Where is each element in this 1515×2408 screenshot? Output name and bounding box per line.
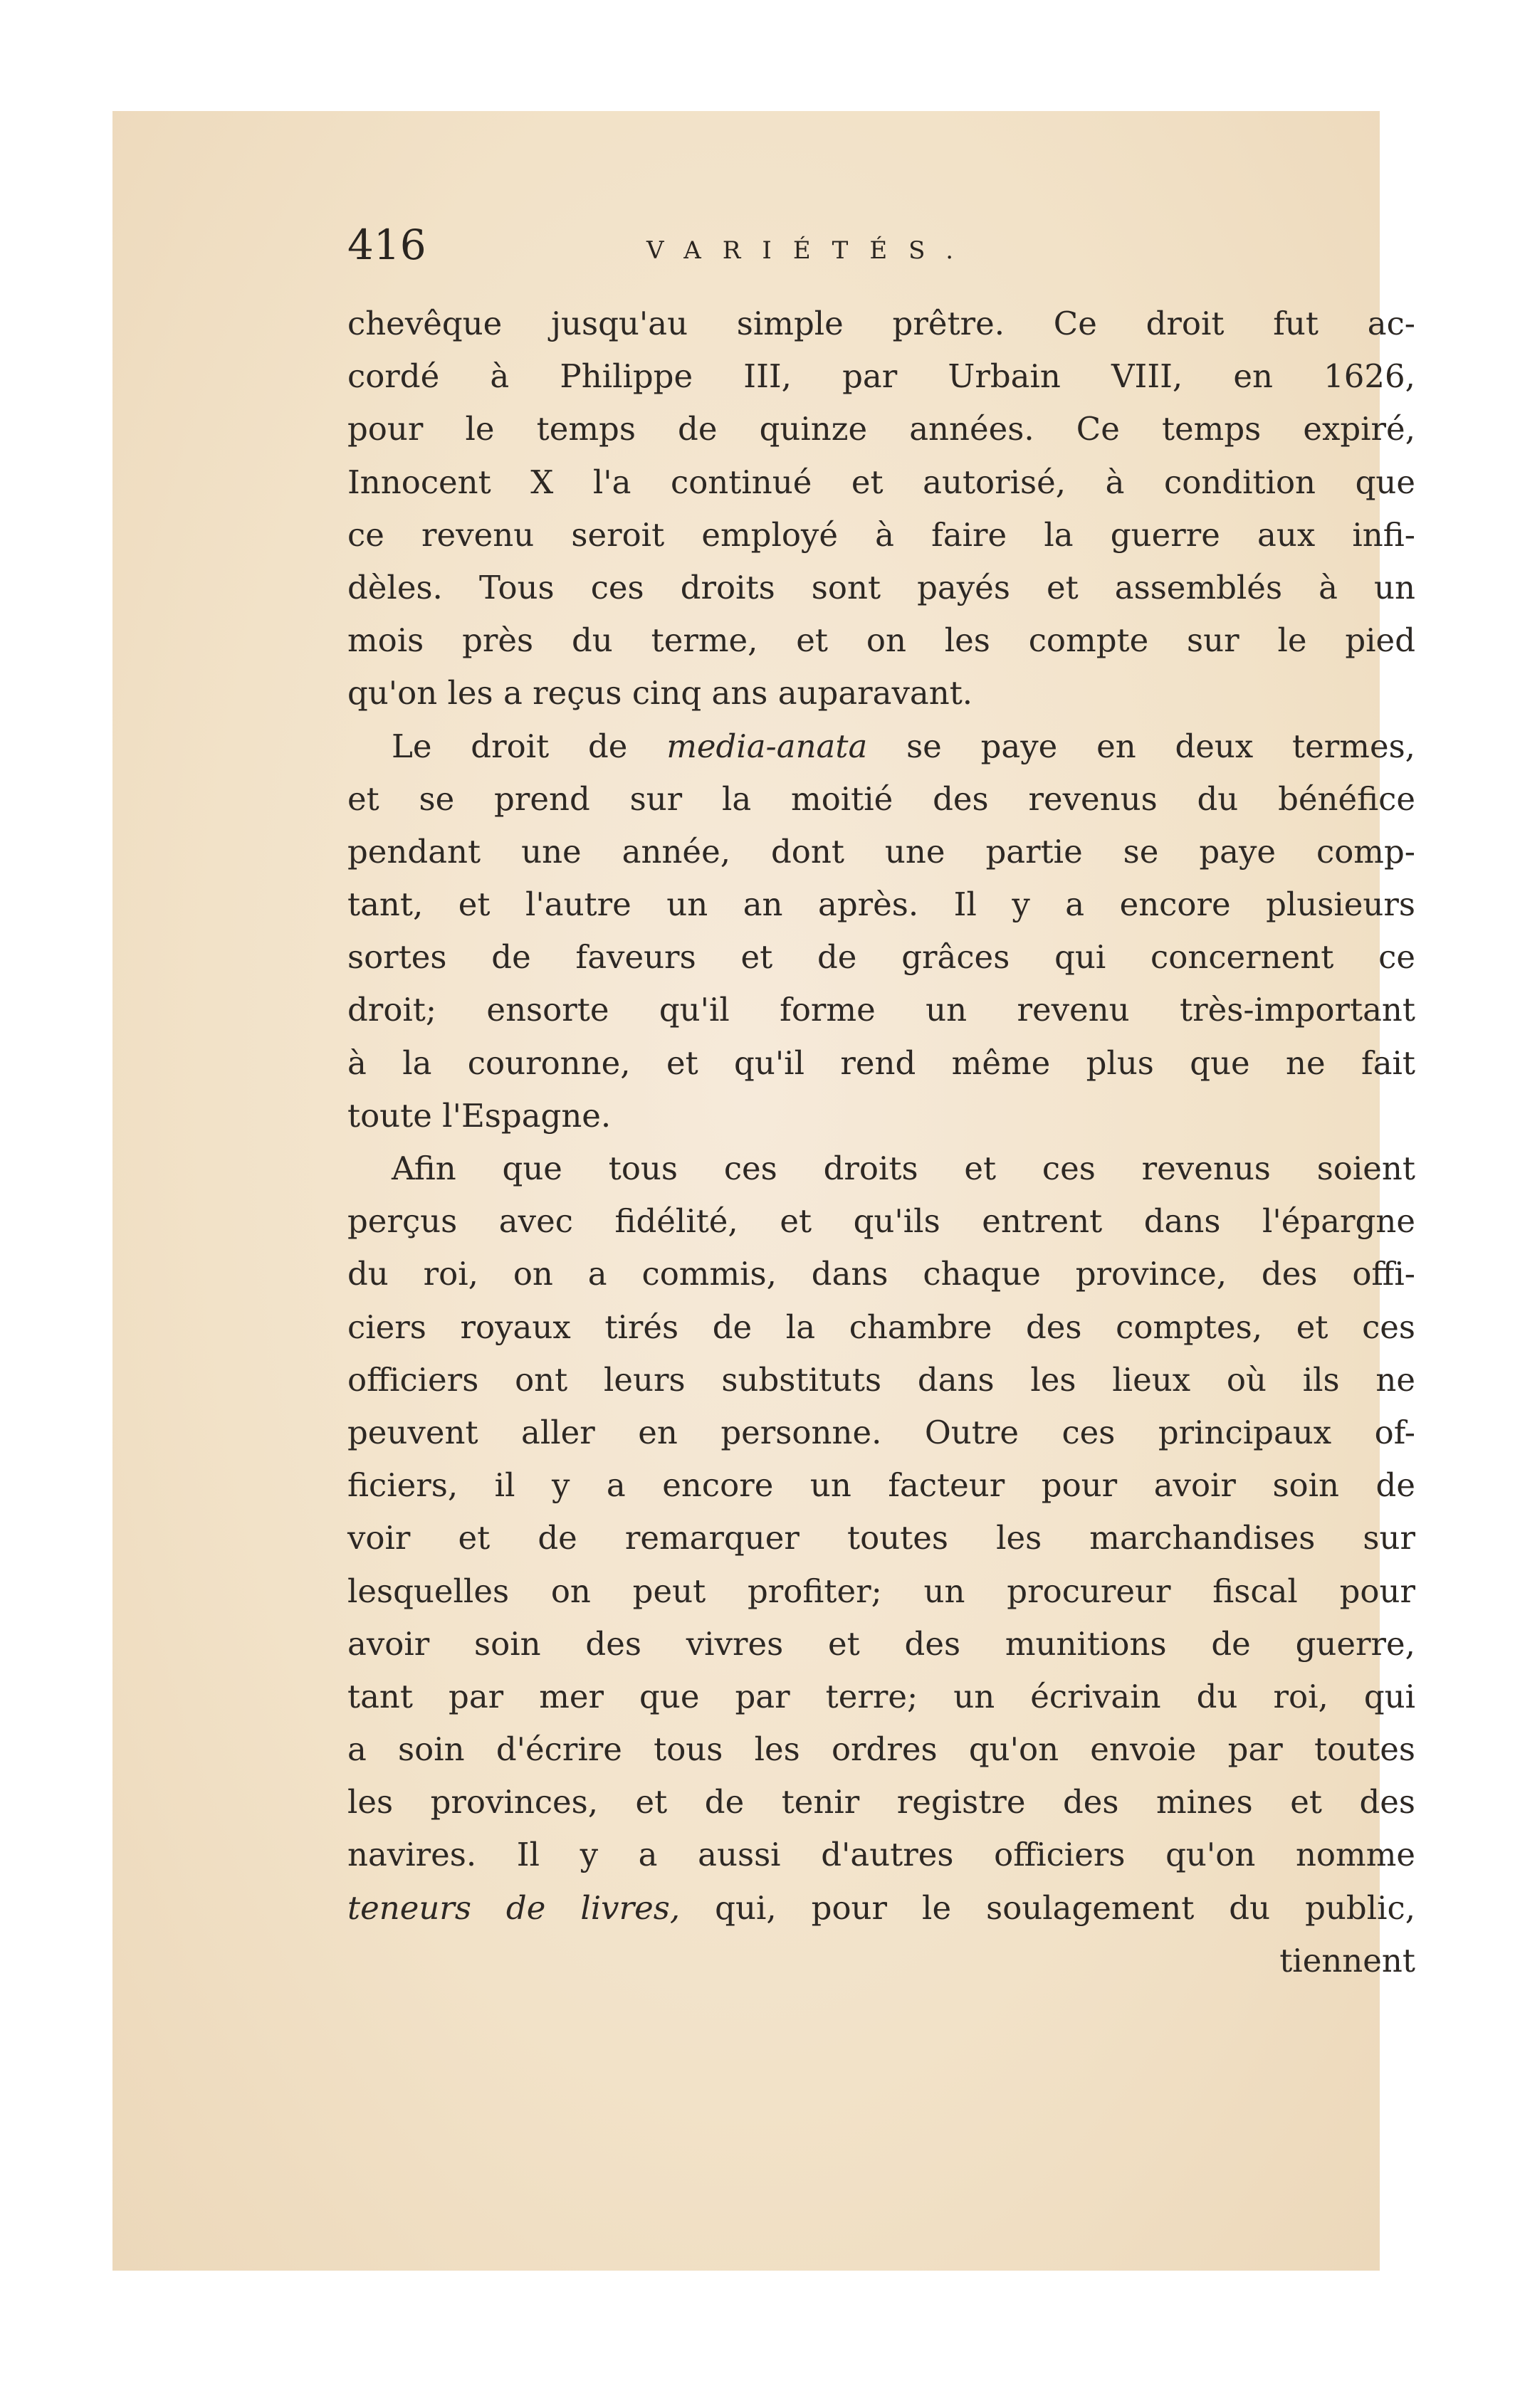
text-line: qu'on les a reçus cinq ans auparavant. <box>347 674 973 713</box>
text-line: et se prend sur la moitié des revenus du bénéfice <box>347 779 1415 818</box>
text-line-with-italic <box>347 720 1415 773</box>
text-line: voir et de remarquer toutes les marchandises sur <box>347 1519 1415 1557</box>
text-line: mois près du terme, et on les compte sur le pied <box>347 621 1415 660</box>
text-line: tant, et l'autre un an après. Il y a encore plusieurs <box>347 885 1415 924</box>
catchword: tiennent <box>1279 1941 1415 1979</box>
text-line: sortes de faveurs et de grâces qui concernent ce <box>347 938 1415 977</box>
text-line: Afin que tous ces droits et ces revenus soient <box>392 1150 1415 1187</box>
line-text: Le droit de <box>392 727 667 765</box>
running-head: VARIÉTÉS. <box>646 236 975 265</box>
text-line: du roi, on a commis, dans chaque province, des offi- <box>347 1255 1415 1293</box>
page-header <box>347 216 1415 273</box>
text-line: toute l'Espagne. <box>347 1096 612 1135</box>
text-line: à la couronne, et qu'il rend même plus que ne fait <box>347 1043 1415 1082</box>
text-line: ciers royaux tirés de la chambre des comptes, et ces <box>347 1308 1415 1346</box>
text-line: perçus avec fidélité, et qu'ils entrent dans l'épargne <box>347 1202 1415 1241</box>
text-line: peuvent aller en personne. Outre ces principaux of- <box>347 1413 1415 1451</box>
text-line: lesquelles on peut profiter; un procureur fiscal pour <box>347 1572 1415 1610</box>
text-line: officiers ont leurs substituts dans les lieux où ils ne <box>347 1360 1415 1399</box>
book-page <box>112 111 1415 2271</box>
text-line: tant par mer que par terre; un écrivain du roi, qui <box>347 1677 1415 1715</box>
text-line: chevêque jusqu'au simple prêtre. Ce droit fut ac- <box>347 305 1415 342</box>
text-line: les provinces, et de tenir registre des mines et des <box>347 1783 1415 1821</box>
text-line: dèles. Tous ces droits sont payés et assemblés à un <box>347 568 1415 606</box>
text-line: pour le temps de quinze années. Ce temps expiré, <box>347 410 1415 448</box>
body-text <box>347 298 1415 1987</box>
text-line: ficiers, il y a encore un facteur pour avoir soin de <box>347 1466 1415 1505</box>
text-line: droit; ensorte qu'il forme un revenu très-important <box>347 991 1415 1029</box>
line-text: qui, pour le soulagement du public, <box>680 1888 1415 1927</box>
italic-term: teneurs de livres, <box>347 1888 681 1927</box>
text-line: ce revenu seroit employé à faire la guerre aux infi- <box>347 515 1415 554</box>
text-line: a soin d'écrire tous les ordres qu'on envoie par toutes <box>347 1730 1415 1769</box>
line-text: se paye en deux termes, <box>867 727 1415 765</box>
text-line: avoir soin des vivres et des munitions de guerre, <box>347 1624 1415 1663</box>
text-line-with-italic <box>347 1882 1415 1935</box>
italic-term: media-anata <box>666 727 868 765</box>
text-line: cordé à Philippe III, par Urbain VIII, en 1626, <box>347 357 1415 396</box>
text-line: navires. Il y a aussi d'autres officiers qu'on nomme <box>347 1836 1415 1874</box>
text-line: Innocent X l'a continué et autorisé, à condition que <box>347 463 1415 501</box>
text-line: pendant une année, dont une partie se paye comp- <box>347 832 1415 871</box>
page-number: 416 <box>347 221 426 269</box>
